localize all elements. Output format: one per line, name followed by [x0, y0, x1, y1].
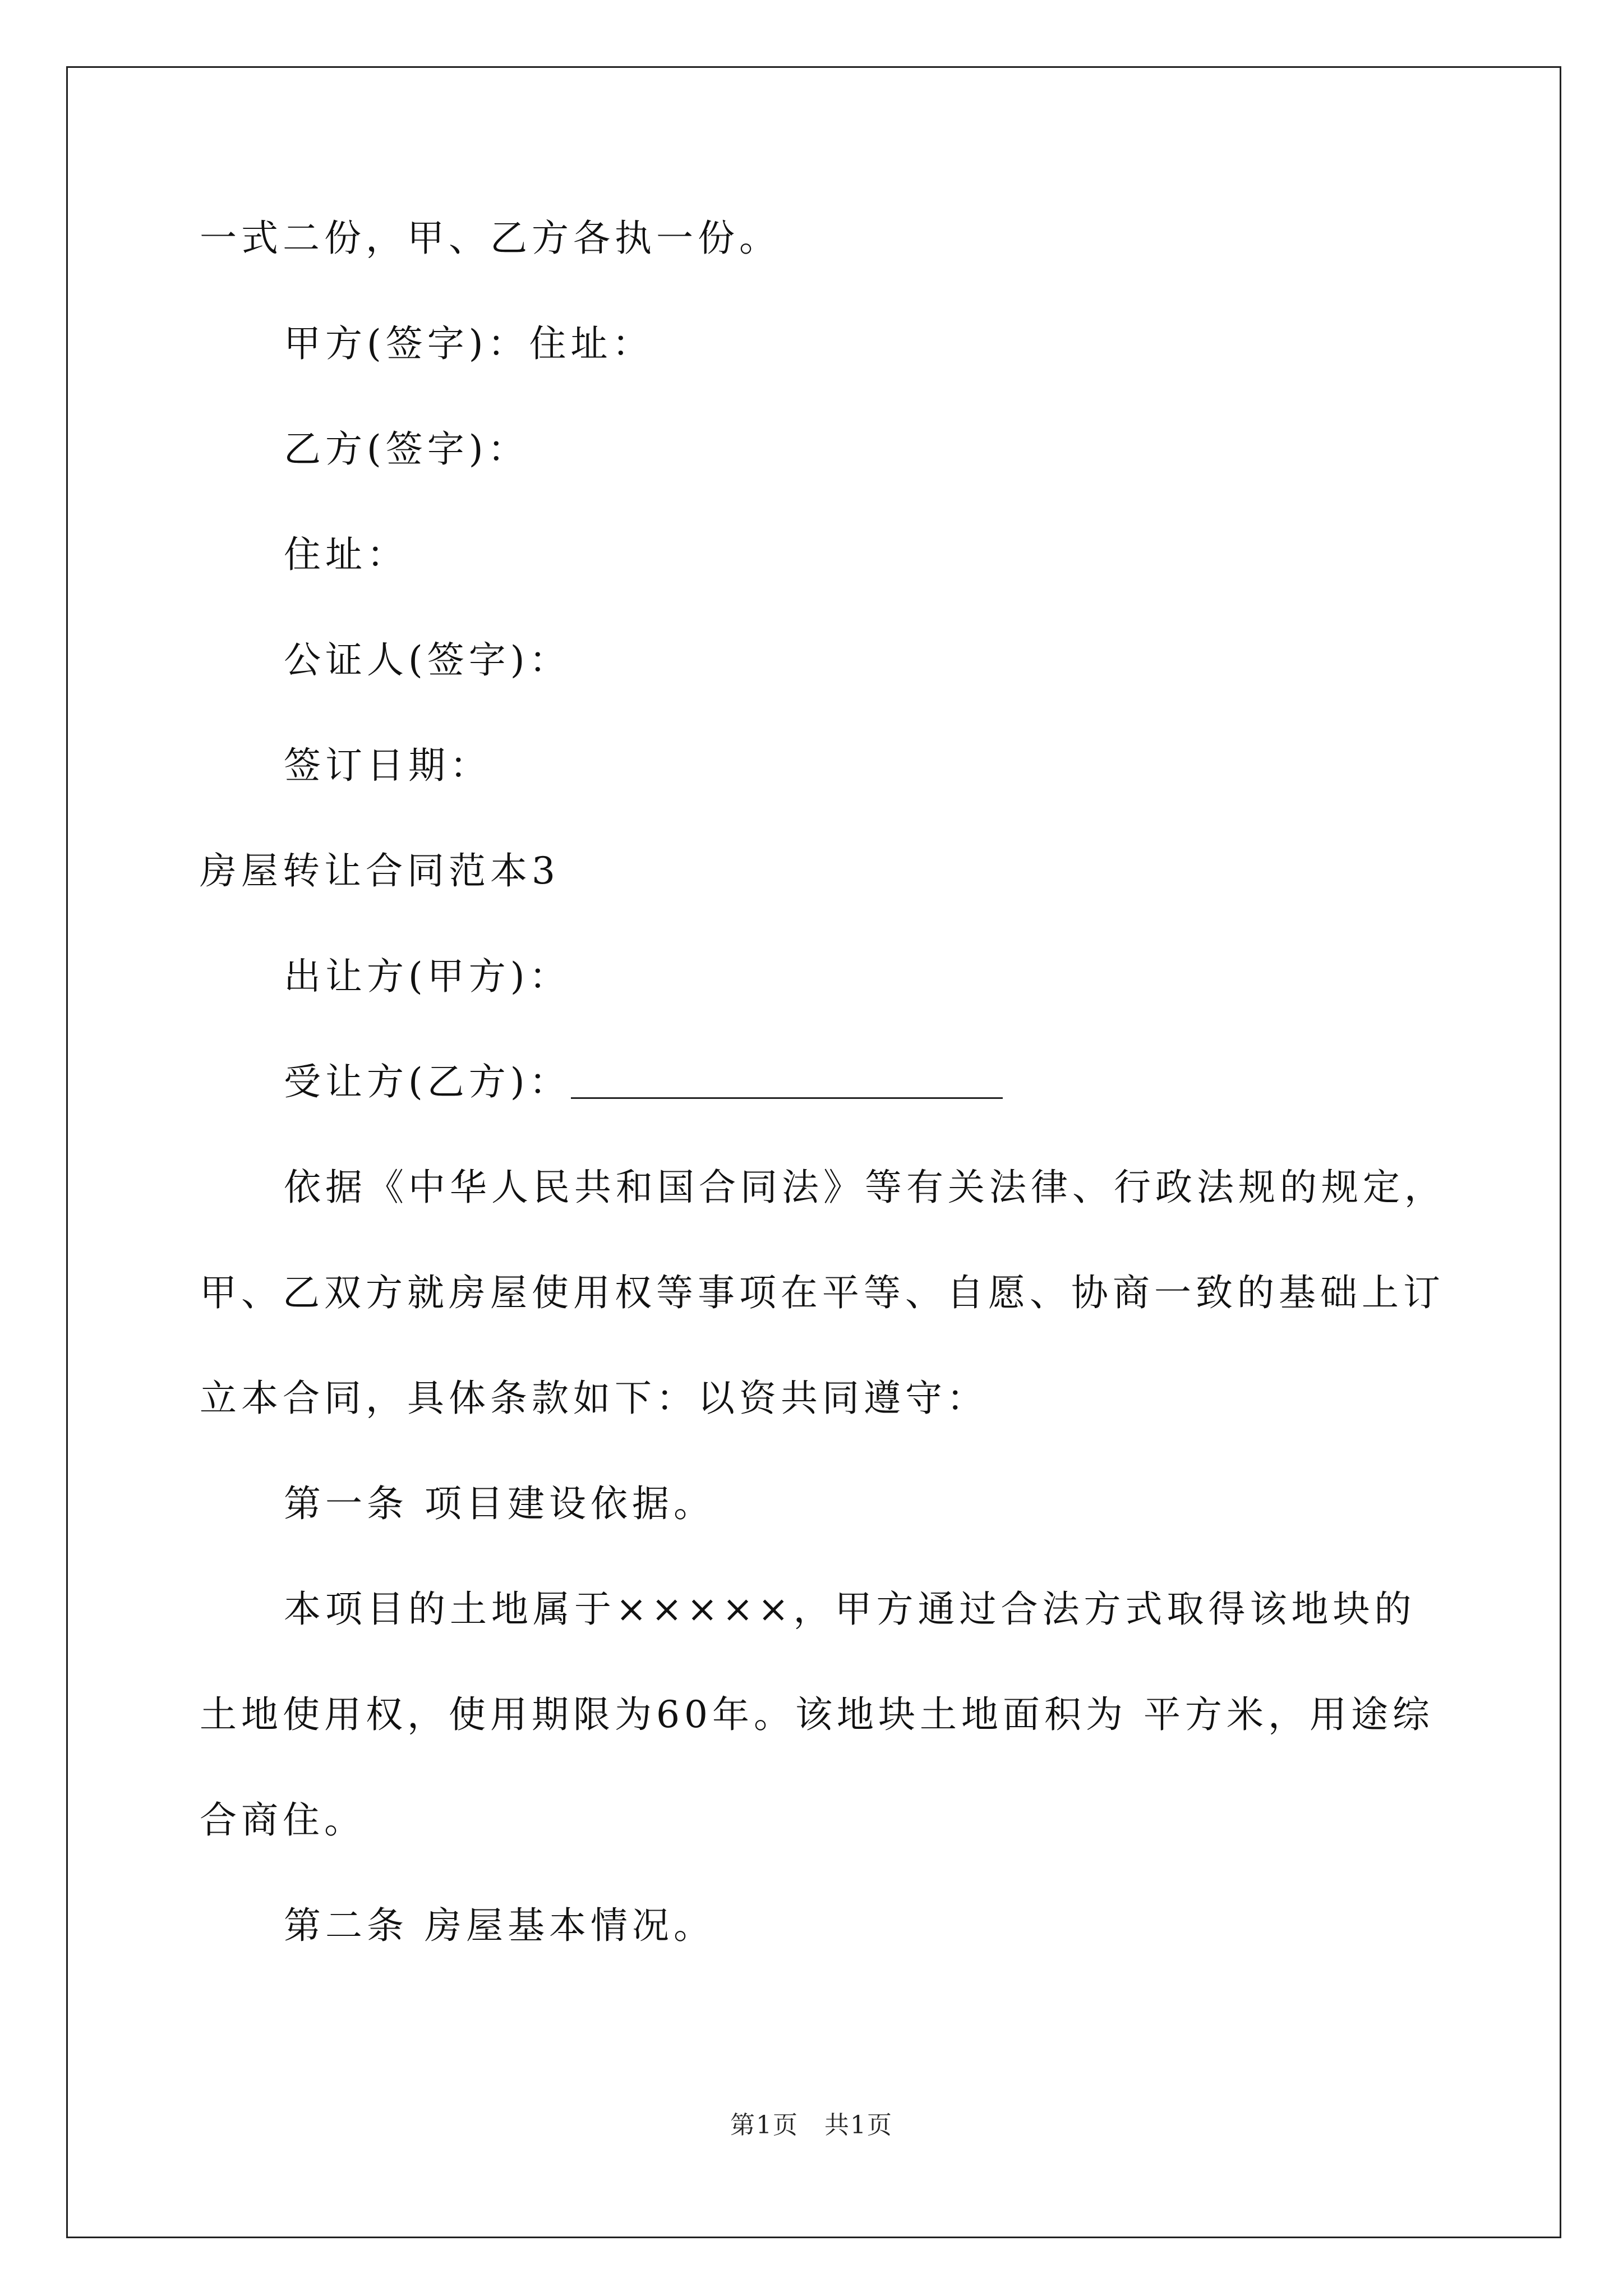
- article-one-text-3: 合商住。: [200, 1798, 366, 1842]
- article-one-text-2: 土地使用权，使用期限为60年。该地块土地面积为 平方米，用途综: [200, 1693, 1434, 1736]
- signing-date: 签订日期：: [284, 744, 491, 787]
- paragraph-basis-2: 甲、乙双方就房屋使用权等事项在平等、自愿、协商一致的基础上订: [200, 1271, 1445, 1314]
- party-b-signature: 乙方(签字)：: [284, 427, 529, 471]
- article-one-text-1: 本项目的土地属于×××××，甲方通过合法方式取得该地块的: [284, 1588, 1416, 1631]
- page-footer: 第1页 共1页: [730, 2111, 893, 2139]
- paragraph-basis-1: 依据《中华人民共和国合同法》等有关法律、行政法规的规定，: [284, 1166, 1446, 1209]
- article-one-heading: 第一条 项目建设依据。: [284, 1482, 715, 1525]
- article-two-heading: 第二条 房屋基本情况。: [284, 1904, 715, 1947]
- paragraph-basis-3: 立本合同，具体条款如下：以资共同遵守：: [200, 1377, 988, 1420]
- section-title: 房屋转让合同范本3: [200, 849, 560, 892]
- transferee-label: 受让方(乙方)：: [284, 1060, 571, 1103]
- party-a-signature: 甲方(签字)：住址：: [284, 322, 654, 365]
- address-line: 住址：: [284, 533, 408, 576]
- transferor-line: 出让方(甲方)：: [284, 955, 571, 998]
- transferee-line: [284, 1057, 1003, 1107]
- transferee-blank: [571, 1064, 1003, 1099]
- paragraph-copies: 一式二份，甲、乙方各执一份。: [200, 217, 781, 260]
- notary-signature: 公证人(签字)：: [284, 638, 571, 682]
